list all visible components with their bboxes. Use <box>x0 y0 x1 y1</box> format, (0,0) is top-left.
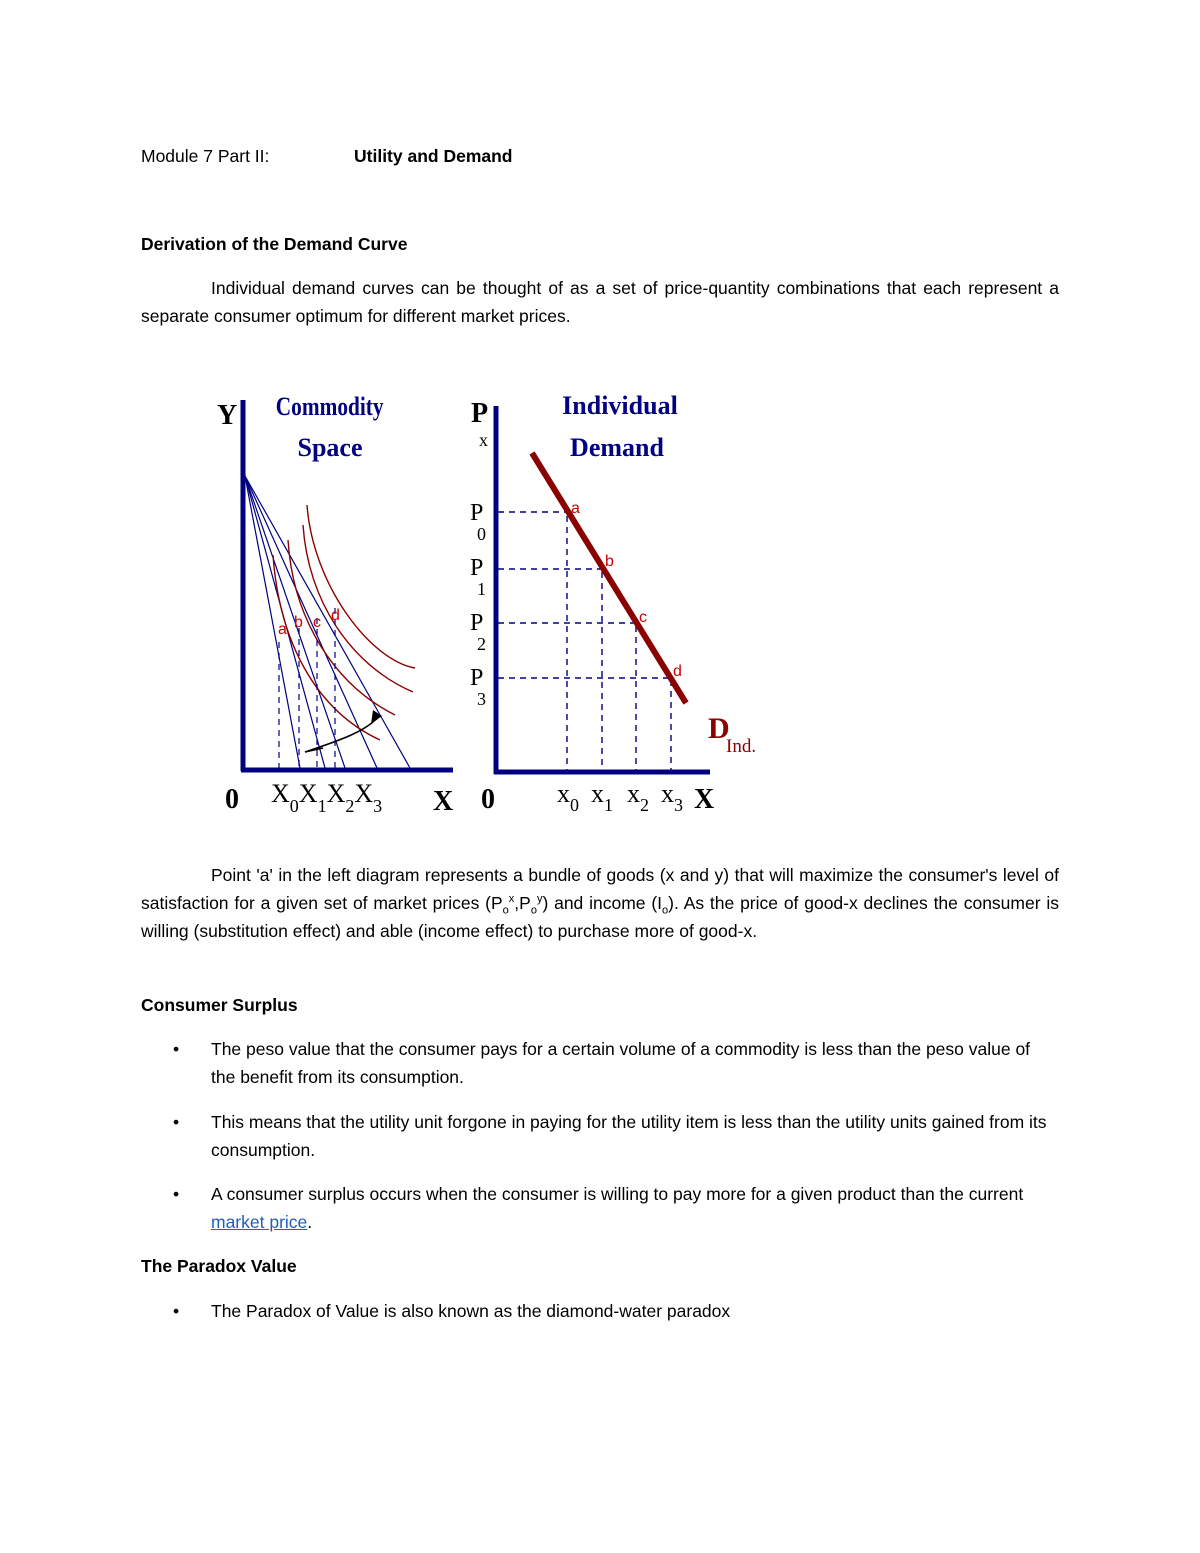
list-item-text: This means that the utility unit forgone in paying for the utility item is less than the utility units gained from its consumption. <box>211 1112 1047 1160</box>
bullet-marker: • <box>173 1112 180 1132</box>
right-y-axis-label: P <box>471 398 489 429</box>
right-x2-main: x <box>627 779 640 808</box>
right-point-a-label: a <box>571 500 580 517</box>
point-a-text-4: ). As the price of good-x declines the consumer is willing (substitution effect) and able (income effect) to purchase more of good-x. <box>141 893 1059 941</box>
module-title: Utility and Demand <box>354 146 513 166</box>
right-p0-main: P <box>470 500 484 526</box>
svg-text:X0X1X2X3 <box>271 779 382 816</box>
section-heading-paradox: The Paradox Value <box>141 1256 297 1276</box>
point-a-sub-1: o <box>502 904 509 917</box>
left-point-b-label: b <box>294 614 303 631</box>
left-origin-label: 0 <box>225 784 239 815</box>
svg-text:P <box>470 555 483 581</box>
left-x2-main: X <box>326 779 346 808</box>
bullet-marker: • <box>173 1184 180 1204</box>
right-p3-main: P <box>470 665 484 691</box>
right-p2-main: P <box>470 610 484 636</box>
left-x1-main: X <box>298 779 318 808</box>
svg-text:x3 <box>661 779 683 815</box>
left-y-axis-label: Y <box>217 400 238 431</box>
demand-derivation-figure <box>205 380 765 830</box>
list-item-text: The Paradox of Value is also known as the diamond-water paradox <box>211 1301 731 1321</box>
left-x-axis-label: X <box>433 786 454 817</box>
individual-demand-panel <box>470 391 756 815</box>
module-label: Module 7 Part II: <box>141 146 270 166</box>
point-a-sup-1: x <box>508 893 515 906</box>
svg-text:x1 <box>591 779 613 815</box>
right-p1-main: P <box>470 555 484 581</box>
right-x0-main: x <box>557 779 570 808</box>
right-x3-sub: 3 <box>674 795 683 815</box>
left-x0-sub: 0 <box>289 796 299 816</box>
demand-label-sub: Ind. <box>726 736 757 757</box>
svg-text:x0 <box>557 779 579 815</box>
bullet3-end: . <box>307 1212 313 1232</box>
left-point-a-label: a <box>278 621 287 638</box>
list-item-text: The peso value that the consumer pays for a certain volume of a commodity is less than the peso value of the benefit from its consumption. <box>211 1039 1031 1087</box>
left-title-line1: Commodity <box>275 393 384 422</box>
bullet3-text: A consumer surplus occurs when the consumer is willing to pay more for a given product than the current <box>211 1184 1024 1204</box>
demand-curve <box>532 453 686 703</box>
point-a-text-1: Point 'a' in the left diagram represents a bundle of goods (x and y) that will maximize the consumer's level of satisfaction for a given set of market prices (P <box>141 865 1059 913</box>
left-point-c-label: c <box>313 614 321 631</box>
right-point-c-label: c <box>639 609 647 626</box>
bullet-marker: • <box>173 1301 180 1321</box>
svg-text:P <box>470 610 483 636</box>
left-title-line2: Space <box>297 433 363 462</box>
right-p3-sub: 3 <box>477 689 486 709</box>
bullet-marker: • <box>173 1039 180 1059</box>
left-point-d-label: d <box>331 607 340 624</box>
left-x3-sub: 3 <box>373 796 383 816</box>
derivation-paragraph: Individual demand curves can be thought of as a set of price-quantity combinations that each represent a separate consumer optimum for different market prices. <box>141 278 1059 326</box>
right-x1-sub: 1 <box>604 795 613 815</box>
point-a-text-2: ,P <box>514 893 531 913</box>
right-x1-main: x <box>591 779 604 808</box>
list-item-text <box>211 1180 1059 1236</box>
right-origin-label: 0 <box>481 784 495 815</box>
left-x2-sub: 2 <box>345 796 355 816</box>
market-price-link[interactable]: market price <box>211 1212 308 1232</box>
svg-text:P <box>470 500 483 526</box>
left-x0-main: X <box>271 779 290 808</box>
right-title-line1: Individual <box>562 391 678 420</box>
commodity-space-panel <box>217 393 453 817</box>
right-x2-sub: 2 <box>640 795 649 815</box>
left-x1-sub: 1 <box>317 796 327 816</box>
section-heading-consumer-surplus: Consumer Surplus <box>141 995 298 1015</box>
point-a-paragraph <box>141 861 1059 945</box>
right-point-d-label: d <box>673 663 682 680</box>
right-x0-sub: 0 <box>570 795 579 815</box>
right-point-b-label: b <box>605 553 614 570</box>
right-p0-sub: 0 <box>477 524 486 544</box>
point-a-sup-2: y <box>536 893 543 906</box>
demand-label-main: D <box>708 712 730 745</box>
point-a-sub-2: o <box>530 904 537 917</box>
right-x-axis-label: X <box>694 784 715 815</box>
right-title-line2: Demand <box>570 433 664 462</box>
svg-text:P <box>470 665 483 691</box>
right-p2-sub: 2 <box>477 634 486 654</box>
right-y-axis-sub: x <box>479 430 488 450</box>
section-heading-derivation: Derivation of the Demand Curve <box>141 234 408 254</box>
left-x3-main: X <box>354 779 374 808</box>
point-a-sub-3: o <box>662 904 669 917</box>
right-x3-main: x <box>661 779 674 808</box>
svg-text:x2 <box>627 779 649 815</box>
right-p1-sub: 1 <box>477 579 486 599</box>
point-a-text-3: ) and income (I <box>542 893 663 913</box>
